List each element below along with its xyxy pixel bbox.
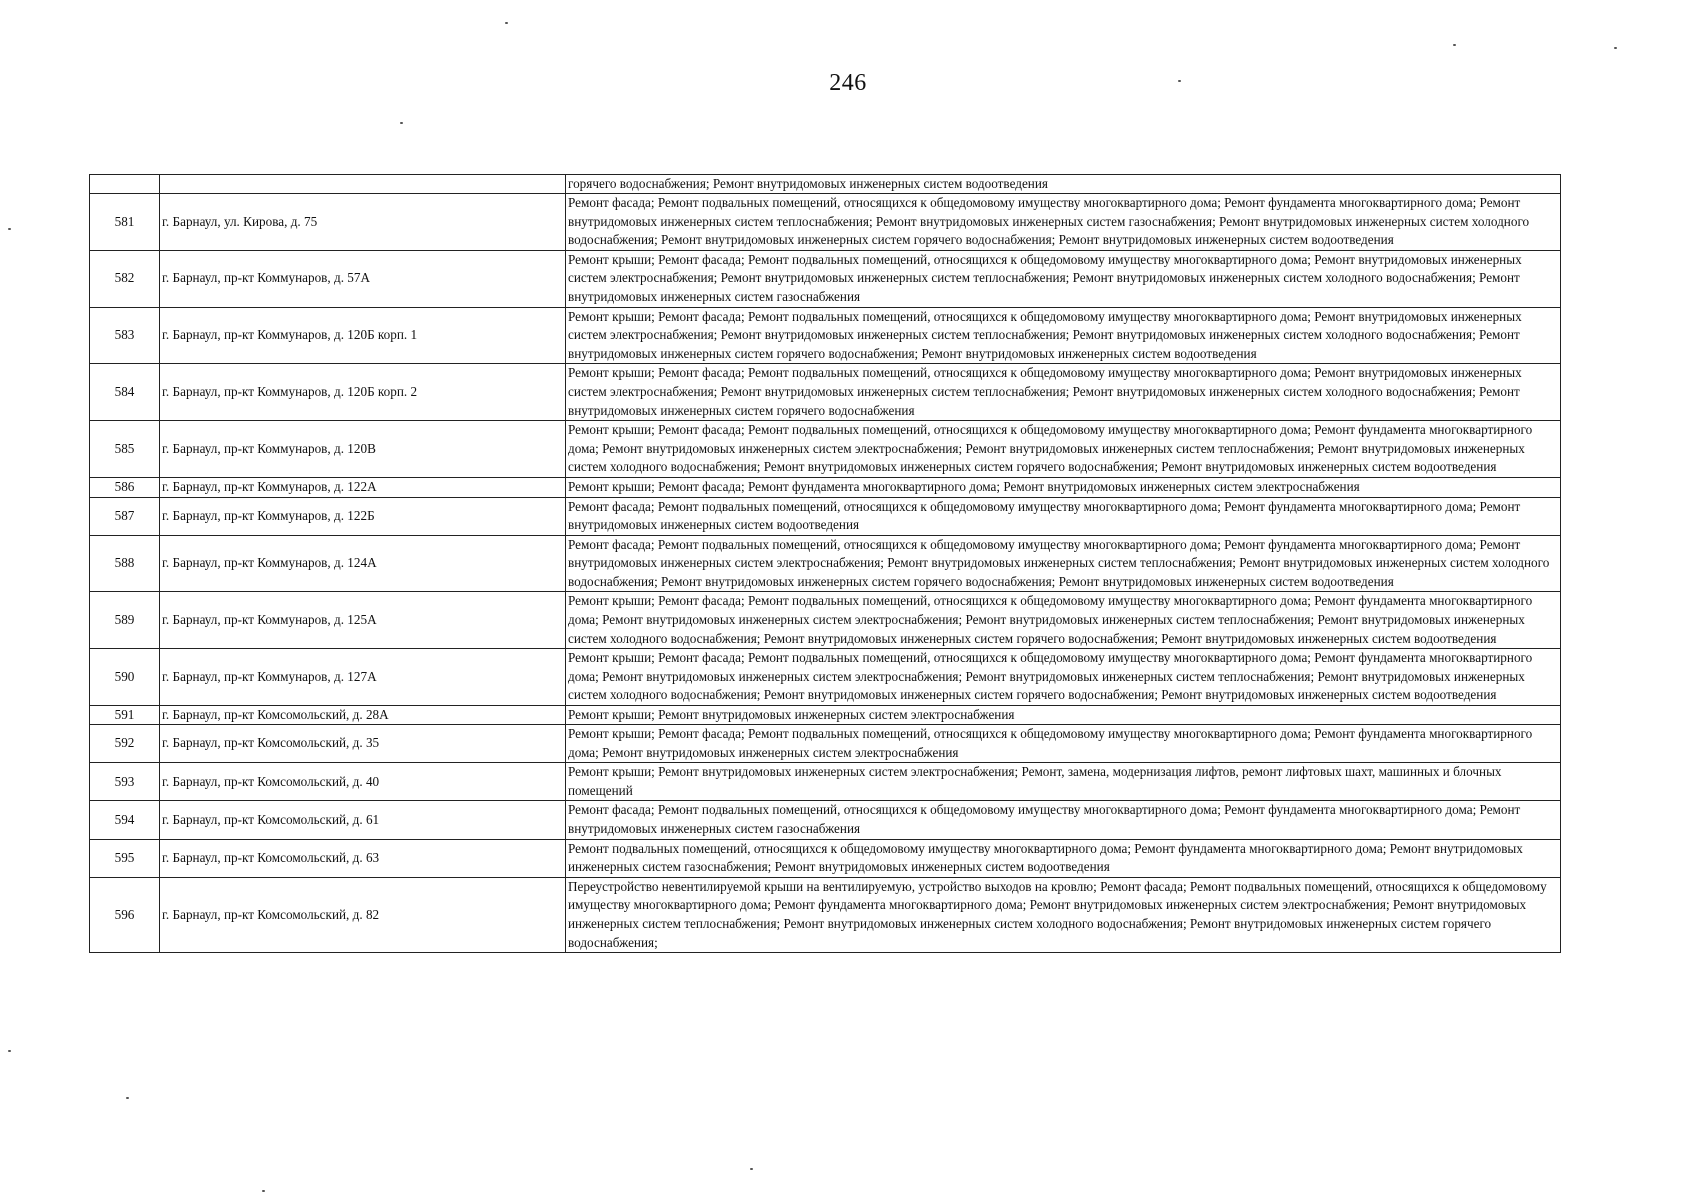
row-works: Ремонт фасада; Ремонт подвальных помещений, относящихся к общедомовому имуществу многоквартирного дома; Ремонт фундамента многоквартирного дома; Ремонт внутридомовых инженерных систем водоотведения <box>566 497 1561 535</box>
row-address: г. Барнаул, пр-кт Коммунаров, д. 124А <box>160 535 566 592</box>
row-address: г. Барнаул, пр-кт Комсомольский, д. 61 <box>160 801 566 839</box>
row-address: г. Барнаул, пр-кт Коммунаров, д. 122Б <box>160 497 566 535</box>
row-address: г. Барнаул, пр-кт Коммунаров, д. 125А <box>160 592 566 649</box>
row-address: г. Барнаул, пр-кт Коммунаров, д. 120Б корп. 2 <box>160 364 566 421</box>
row-works: Ремонт крыши; Ремонт фасада; Ремонт подвальных помещений, относящихся к общедомовому имуществу многоквартирного дома; Ремонт внутридомовых инженерных систем электроснабжения; Ремонт внутридомовых инженерных систем теплоснабжения; Ремонт внутридомовых инженерных систем холодного водоснабжения; Ремонт внутридомовых инженерных систем горячего водоснабжения; Ремонт внутридомовых инженерных систем водоотведения <box>566 307 1561 364</box>
row-address: г. Барнаул, пр-кт Коммунаров, д. 122А <box>160 477 566 497</box>
table-row <box>90 364 1561 421</box>
row-address: г. Барнаул, пр-кт Коммунаров, д. 127А <box>160 649 566 706</box>
table-row <box>90 801 1561 839</box>
row-number: 585 <box>90 421 160 478</box>
scan-speck <box>126 1097 129 1099</box>
row-works: Ремонт крыши; Ремонт внутридомовых инженерных систем электроснабжения; Ремонт, замена, модернизация лифтов, ремонт лифтовых шахт, машинных и блочных помещений <box>566 763 1561 801</box>
row-works: Ремонт фасада; Ремонт подвальных помещений, относящихся к общедомовому имуществу многоквартирного дома; Ремонт фундамента многоквартирного дома; Ремонт внутридомовых инженерных систем газоснабжения <box>566 801 1561 839</box>
row-number: 584 <box>90 364 160 421</box>
row-works: Ремонт фасада; Ремонт подвальных помещений, относящихся к общедомовому имуществу многоквартирного дома; Ремонт фундамента многоквартирного дома; Ремонт внутридомовых инженерных систем электроснабжения; Ремонт внутридомовых инженерных систем теплоснабжения; Ремонт внутридомовых инженерных систем холодного водоснабжения; Ремонт внутридомовых инженерных систем горячего водоснабжения; Ремонт внутридомовых инженерных систем водоотведения <box>566 535 1561 592</box>
row-number: 583 <box>90 307 160 364</box>
table-row <box>90 839 1561 877</box>
row-works: Ремонт крыши; Ремонт фасада; Ремонт подвальных помещений, относящихся к общедомовому имуществу многоквартирного дома; Ремонт фундамента многоквартирного дома; Ремонт внутридомовых инженерных систем электроснабжения; Ремонт внутридомовых инженерных систем теплоснабжения; Ремонт внутридомовых инженерных систем холодного водоснабжения; Ремонт внутридомовых инженерных систем горячего водоснабжения; Ремонт внутридомовых инженерных систем водоотведения <box>566 649 1561 706</box>
row-address <box>160 175 566 194</box>
row-address: г. Барнаул, пр-кт Коммунаров, д. 120Б корп. 1 <box>160 307 566 364</box>
table-row <box>90 477 1561 497</box>
scan-speck <box>1614 47 1617 49</box>
table-row <box>90 649 1561 706</box>
table-row <box>90 725 1561 763</box>
page-number: 246 <box>829 70 867 96</box>
row-address: г. Барнаул, пр-кт Комсомольский, д. 63 <box>160 839 566 877</box>
table-row <box>90 194 1561 251</box>
scan-speck <box>262 1190 265 1192</box>
table-row <box>90 763 1561 801</box>
row-works: Ремонт крыши; Ремонт фасада; Ремонт подвальных помещений, относящихся к общедомовому имуществу многоквартирного дома; Ремонт фундамента многоквартирного дома; Ремонт внутридомовых инженерных систем электроснабжения <box>566 725 1561 763</box>
row-number: 589 <box>90 592 160 649</box>
row-works: Ремонт подвальных помещений, относящихся к общедомовому имуществу многоквартирного дома; Ремонт фундамента многоквартирного дома; Ремонт внутридомовых инженерных систем газоснабжения; Ремонт внутридомовых инженерных систем водоотведения <box>566 839 1561 877</box>
row-number: 596 <box>90 877 160 952</box>
row-number: 581 <box>90 194 160 251</box>
row-address: г. Барнаул, пр-кт Комсомольский, д. 82 <box>160 877 566 952</box>
table-row <box>90 307 1561 364</box>
row-number: 595 <box>90 839 160 877</box>
repair-registry-table <box>89 174 1561 953</box>
row-works: Ремонт крыши; Ремонт фасада; Ремонт фундамента многоквартирного дома; Ремонт внутридомовых инженерных систем электроснабжения <box>566 477 1561 497</box>
row-works: Ремонт крыши; Ремонт фасада; Ремонт подвальных помещений, относящихся к общедомовому имуществу многоквартирного дома; Ремонт внутридомовых инженерных систем электроснабжения; Ремонт внутридомовых инженерных систем теплоснабжения; Ремонт внутридомовых инженерных систем холодного водоснабжения; Ремонт внутридомовых инженерных систем горячего водоснабжения <box>566 364 1561 421</box>
row-number: 582 <box>90 250 160 307</box>
row-number: 588 <box>90 535 160 592</box>
table-row <box>90 706 1561 725</box>
scan-speck <box>1178 80 1181 82</box>
row-number: 592 <box>90 725 160 763</box>
row-works: Ремонт фасада; Ремонт подвальных помещений, относящихся к общедомовому имуществу многоквартирного дома; Ремонт фундамента многоквартирного дома; Ремонт внутридомовых инженерных систем теплоснабжения; Ремонт внутридомовых инженерных систем газоснабжения; Ремонт внутридомовых инженерных систем холодного водоснабжения; Ремонт внутридомовых инженерных систем горячего водоснабжения; Ремонт внутридомовых инженерных систем водоотведения <box>566 194 1561 251</box>
table-row <box>90 250 1561 307</box>
row-works: Ремонт крыши; Ремонт внутридомовых инженерных систем электроснабжения <box>566 706 1561 725</box>
row-number: 586 <box>90 477 160 497</box>
table-row <box>90 592 1561 649</box>
row-number: 590 <box>90 649 160 706</box>
row-number <box>90 175 160 194</box>
row-number: 587 <box>90 497 160 535</box>
scan-speck <box>400 122 403 124</box>
scan-speck <box>8 228 11 230</box>
row-works: Переустройство невентилируемой крыши на вентилируемую, устройство выходов на кровлю; Ремонт фасада; Ремонт подвальных помещений, относящихся к общедомовому имуществу многоквартирного дома; Ремонт фундамента многоквартирного дома; Ремонт внутридомовых инженерных систем электроснабжения; Ремонт внутридомовых инженерных систем теплоснабжения; Ремонт внутридомовых инженерных систем холодного водоснабжения; Ремонт внутридомовых инженерных систем горячего водоснабжения; <box>566 877 1561 952</box>
row-address: г. Барнаул, пр-кт Комсомольский, д. 28А <box>160 706 566 725</box>
row-address: г. Барнаул, пр-кт Комсомольский, д. 35 <box>160 725 566 763</box>
table-row <box>90 535 1561 592</box>
row-number: 594 <box>90 801 160 839</box>
row-address: г. Барнаул, пр-кт Коммунаров, д. 57А <box>160 250 566 307</box>
row-number: 591 <box>90 706 160 725</box>
row-address: г. Барнаул, пр-кт Коммунаров, д. 120В <box>160 421 566 478</box>
row-works: Ремонт крыши; Ремонт фасада; Ремонт подвальных помещений, относящихся к общедомовому имуществу многоквартирного дома; Ремонт фундамента многоквартирного дома; Ремонт внутридомовых инженерных систем электроснабжения; Ремонт внутридомовых инженерных систем теплоснабжения; Ремонт внутридомовых инженерных систем холодного водоснабжения; Ремонт внутридомовых инженерных систем горячего водоснабжения; Ремонт внутридомовых инженерных систем водоотведения <box>566 421 1561 478</box>
scan-speck <box>750 1168 753 1170</box>
table-row <box>90 497 1561 535</box>
row-address: г. Барнаул, ул. Кирова, д. 75 <box>160 194 566 251</box>
scan-speck <box>505 22 508 24</box>
row-address: г. Барнаул, пр-кт Комсомольский, д. 40 <box>160 763 566 801</box>
row-works: горячего водоснабжения; Ремонт внутридомовых инженерных систем водоотведения <box>566 175 1561 194</box>
row-works: Ремонт крыши; Ремонт фасада; Ремонт подвальных помещений, относящихся к общедомовому имуществу многоквартирного дома; Ремонт внутридомовых инженерных систем электроснабжения; Ремонт внутридомовых инженерных систем теплоснабжения; Ремонт внутридомовых инженерных систем холодного водоснабжения; Ремонт внутридомовых инженерных систем газоснабжения <box>566 250 1561 307</box>
table-row <box>90 175 1561 194</box>
table-row <box>90 421 1561 478</box>
scan-speck <box>1453 44 1456 46</box>
scan-speck <box>8 1050 11 1052</box>
table-row <box>90 877 1561 952</box>
row-number: 593 <box>90 763 160 801</box>
row-works: Ремонт крыши; Ремонт фасада; Ремонт подвальных помещений, относящихся к общедомовому имуществу многоквартирного дома; Ремонт фундамента многоквартирного дома; Ремонт внутридомовых инженерных систем электроснабжения; Ремонт внутридомовых инженерных систем теплоснабжения; Ремонт внутридомовых инженерных систем холодного водоснабжения; Ремонт внутридомовых инженерных систем горячего водоснабжения; Ремонт внутридомовых инженерных систем водоотведения <box>566 592 1561 649</box>
